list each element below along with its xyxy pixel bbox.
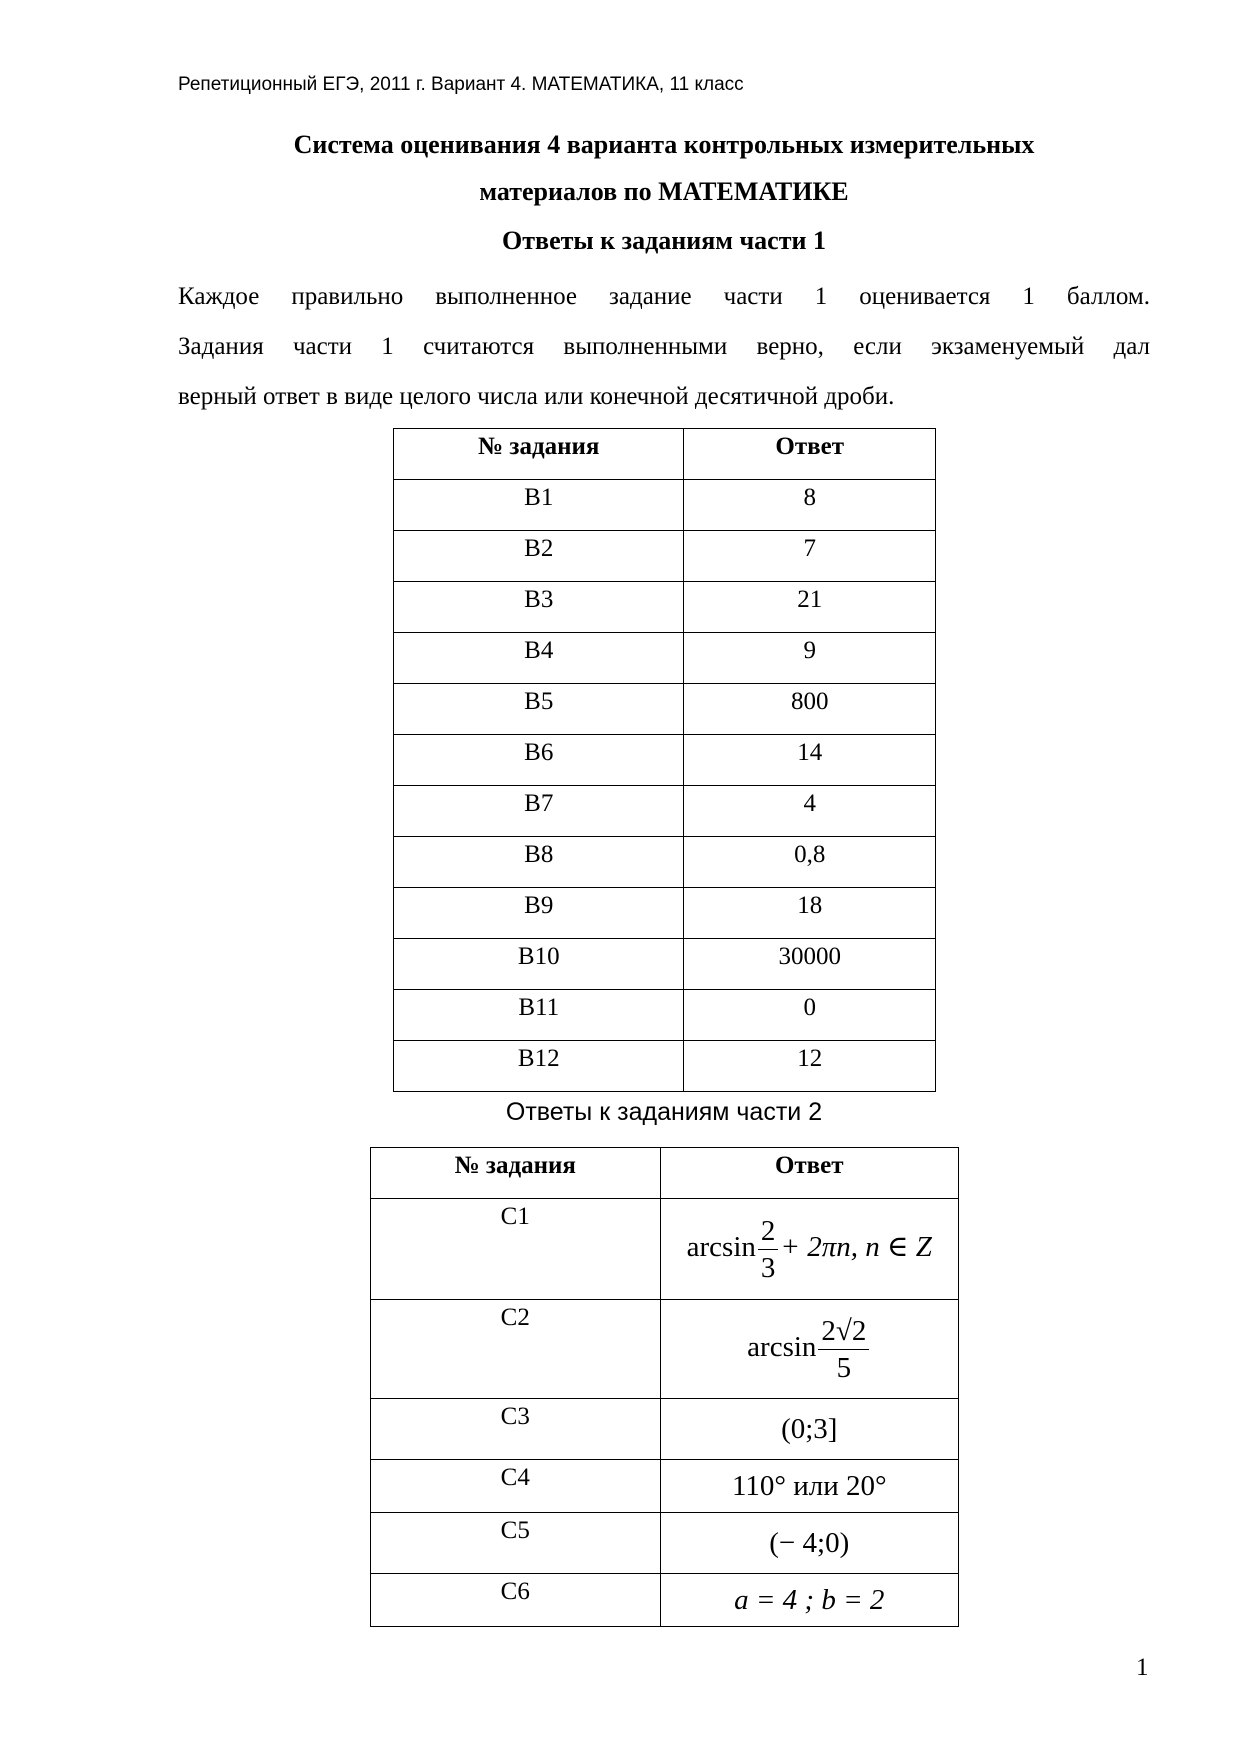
answer-cell: 7 xyxy=(684,531,936,582)
task-cell: C1 xyxy=(371,1199,661,1300)
table-row xyxy=(371,1574,959,1627)
table-header-row xyxy=(394,429,936,480)
task-cell: B1 xyxy=(394,480,684,531)
intro-line: Задания части 1 считаются выполненными верно, если экзаменуемый дал xyxy=(178,333,1150,360)
answer-cell: 800 xyxy=(684,684,936,735)
table-row xyxy=(394,531,936,582)
task-cell: B6 xyxy=(394,735,684,786)
task-cell: B7 xyxy=(394,786,684,837)
table-row xyxy=(394,837,936,888)
table-header-row xyxy=(371,1148,959,1199)
table-row xyxy=(371,1513,959,1574)
intro-line: верный ответ в виде целого числа или конечной десятичной дроби. xyxy=(178,383,895,410)
task-cell: C5 xyxy=(371,1513,661,1574)
column-header-answer: Ответ xyxy=(660,1148,958,1199)
fraction xyxy=(758,1213,779,1286)
table-row xyxy=(394,888,936,939)
task-cell: B11 xyxy=(394,990,684,1041)
section2-title: Ответы к заданиям части 2 xyxy=(505,1098,823,1126)
answer-cell xyxy=(660,1300,958,1399)
column-header-task: № задания xyxy=(371,1148,661,1199)
running-header: Репетиционный ЕГЭ, 2011 г. Вариант 4. МАТЕМАТИКА, 11 класс xyxy=(178,74,744,95)
column-header-task: № задания xyxy=(394,429,684,480)
task-cell: B12 xyxy=(394,1041,684,1092)
intro-line: Каждое правильно выполненное задание части 1 оценивается 1 баллом. xyxy=(178,283,1150,310)
answer-cell: 12 xyxy=(684,1041,936,1092)
fraction xyxy=(818,1313,869,1386)
task-cell: C3 xyxy=(371,1399,661,1460)
answer-cell: (− 4;0) xyxy=(660,1513,958,1574)
answer-prefix: arcsin xyxy=(686,1230,756,1263)
answer-cell: 0,8 xyxy=(684,837,936,888)
column-header-answer: Ответ xyxy=(684,429,936,480)
table-row xyxy=(394,480,936,531)
table-row xyxy=(394,1041,936,1092)
fraction-numerator: 2 xyxy=(758,1213,779,1250)
task-cell: B8 xyxy=(394,837,684,888)
answer-cell: 4 xyxy=(684,786,936,837)
answer-cell: 18 xyxy=(684,888,936,939)
task-cell: C2 xyxy=(371,1300,661,1399)
table-row xyxy=(394,786,936,837)
answer-cell: 14 xyxy=(684,735,936,786)
intro-paragraph xyxy=(178,272,1150,422)
fraction-denominator: 5 xyxy=(836,1351,852,1384)
answer-cell: 21 xyxy=(684,582,936,633)
answer-cell: 30000 xyxy=(684,939,936,990)
answer-cell: 0 xyxy=(684,990,936,1041)
answer-prefix: arcsin xyxy=(747,1330,817,1363)
task-cell: B3 xyxy=(394,582,684,633)
document-title-line1: Система оценивания 4 варианта контрольных измерительных xyxy=(293,130,1035,159)
answer-cell: 9 xyxy=(684,633,936,684)
task-cell: B4 xyxy=(394,633,684,684)
fraction-numerator: 2√2 xyxy=(818,1313,869,1350)
table-row xyxy=(371,1399,959,1460)
table-row xyxy=(394,684,936,735)
page-number: 1 xyxy=(1136,1654,1149,1681)
table-row xyxy=(394,735,936,786)
task-cell: C4 xyxy=(371,1460,661,1513)
table-row xyxy=(394,633,936,684)
answer-cell: (0;3] xyxy=(660,1399,958,1460)
table-row xyxy=(371,1300,959,1399)
answer-cell xyxy=(660,1199,958,1300)
answer-suffix: + 2πn, n ∈ Z xyxy=(780,1230,932,1263)
answer-cell: 8 xyxy=(684,480,936,531)
task-cell: B9 xyxy=(394,888,684,939)
fraction-denominator: 3 xyxy=(760,1251,776,1284)
table-row xyxy=(394,582,936,633)
answer-cell: 110° или 20° xyxy=(660,1460,958,1513)
task-cell: B2 xyxy=(394,531,684,582)
table-row xyxy=(371,1460,959,1513)
task-cell: B10 xyxy=(394,939,684,990)
part1-answers-table xyxy=(393,428,936,1092)
part2-answers-table xyxy=(370,1147,959,1627)
answer-cell: a = 4 ; b = 2 xyxy=(660,1574,958,1627)
table-row xyxy=(394,939,936,990)
document-title-line2: материалов по МАТЕМАТИКЕ xyxy=(479,177,849,206)
table-row xyxy=(394,990,936,1041)
task-cell: C6 xyxy=(371,1574,661,1627)
table-row xyxy=(371,1199,959,1300)
section1-title: Ответы к заданиям части 1 xyxy=(502,226,826,255)
task-cell: B5 xyxy=(394,684,684,735)
